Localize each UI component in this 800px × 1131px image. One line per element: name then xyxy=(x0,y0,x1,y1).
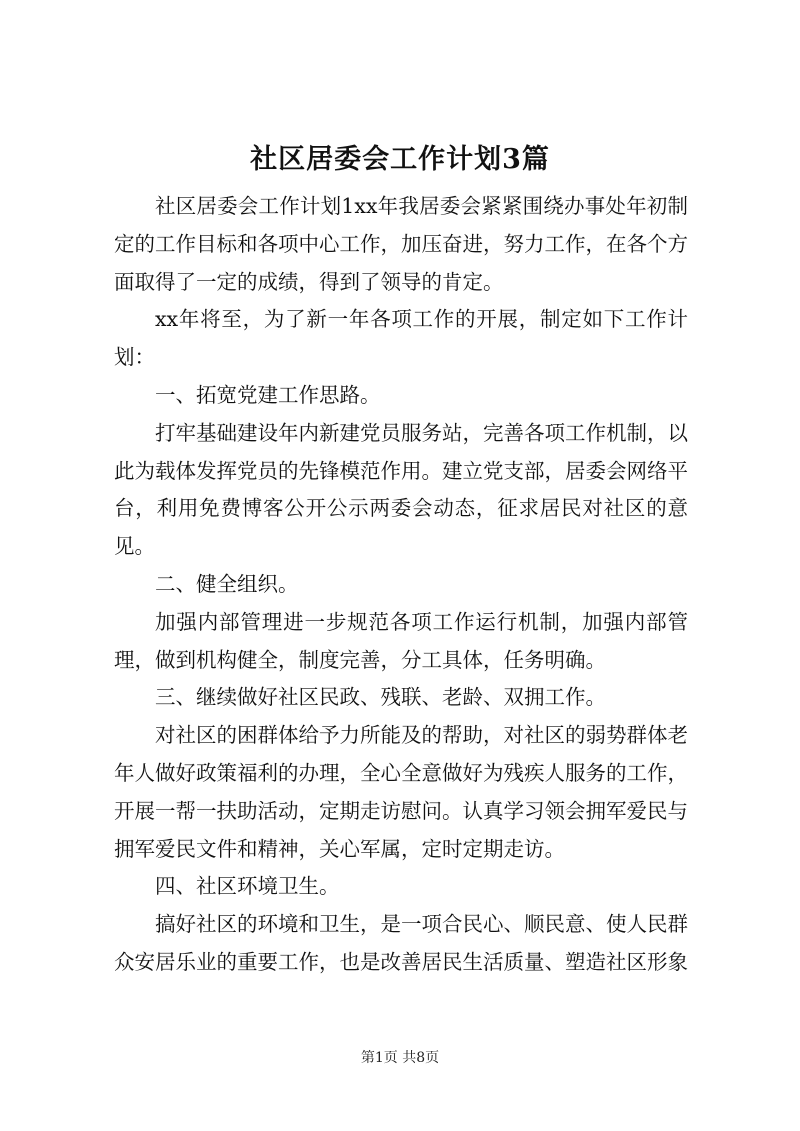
document-body xyxy=(114,188,688,982)
paragraph-civil-affairs: 对社区的困群体给予力所能及的帮助，对社区的弱势群体老年人做好政策福利的办理，全心全意做好为残疾人服务的工作，开展一帮一扶助活动，定期走访慰问。认真学习领会拥军爱民与拥军爱民文件和精神，关心军属，定时定期走访。 xyxy=(114,723,688,861)
paragraph-intro: 社区居委会工作计划1xx年我居委会紧紧围绕办事处年初制定的工作目标和各项中心工作，加压奋进，努力工作，在各个方面取得了一定的成绩，得到了领导的肯定。 xyxy=(114,194,688,294)
paragraph-plan-intro: xx年将至，为了新一年各项工作的开展，制定如下工作计划： xyxy=(114,307,688,370)
section-heading-civil-affairs: 三、继续做好社区民政、残联、老龄、双拥工作。 xyxy=(155,685,606,710)
paragraph-party-building: 打牢基础建设年内新建党员服务站，完善各项工作机制，以此为载体发挥党员的先锋模范作用。建立党支部，居委会网络平台，利用免费博客公开公示两委会动态，征求居民对社区的意见。 xyxy=(114,420,688,559)
paragraph-organization: 加强内部管理进一步规范各项工作运行机制，加强内部管理，做到机构健全，制度完善，分工具体，任务明确。 xyxy=(114,609,688,672)
page-number: 第1页 共8页 xyxy=(360,1050,440,1066)
section-heading-organization: 二、健全组织。 xyxy=(155,571,299,596)
paragraph-environment: 搞好社区的环境和卫生，是一项合民心、顺民意、使人民群众安居乐业的重要工作，也是改善居民生活质量、塑造社区形象 xyxy=(114,912,688,974)
document-title: 社区居委会工作计划3篇 xyxy=(250,144,550,175)
section-heading-party-building: 一、拓宽党建工作思路。 xyxy=(155,382,381,407)
section-heading-environment: 四、社区环境卫生。 xyxy=(155,874,340,899)
